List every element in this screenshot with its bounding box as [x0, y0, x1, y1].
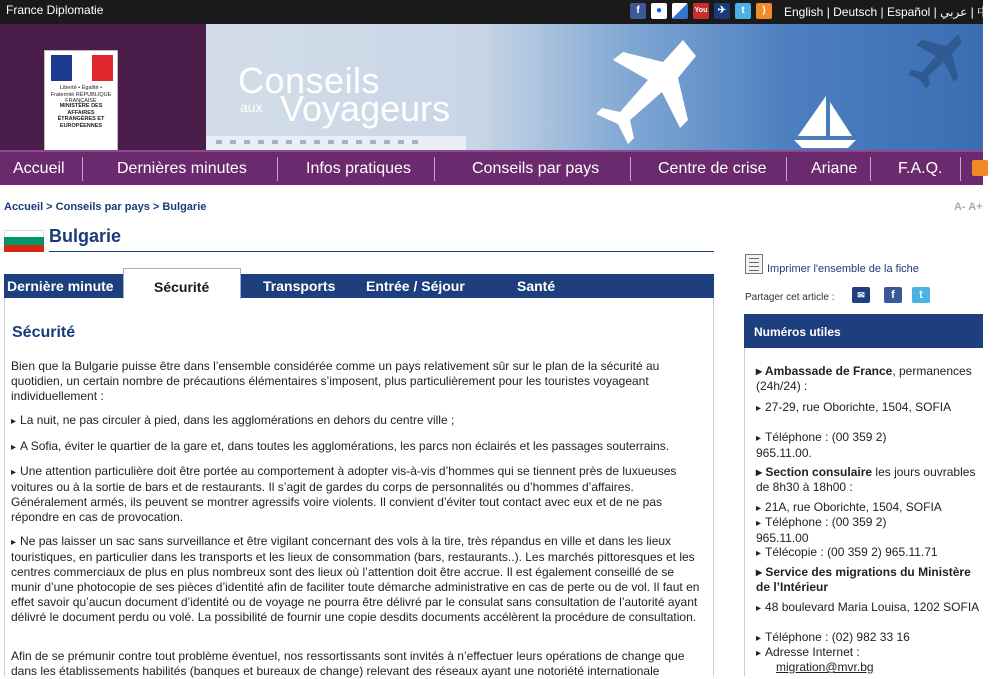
language-selector[interactable]: English | Deutsch | Español | عربي | 中文 [784, 5, 1001, 19]
tab-securite-label: Sécurité [154, 279, 210, 295]
nav-separator [434, 157, 435, 181]
migrations-email-link[interactable]: migration@mvr.bg [776, 660, 874, 674]
ambassade-address: ▸ 27-29, rue Oborichte, 1504, SOFIA [756, 400, 981, 416]
sailboat-icon [790, 92, 860, 150]
ambassade-phone: ▸ Téléphone : (00 359 2) 965.11.00. [756, 430, 906, 461]
tab-sante[interactable]: Santé [517, 278, 556, 294]
banner-title-conseils: Conseils [238, 60, 381, 101]
paragraph-bullet: ▸ A Sofia, éviter le quartier de la gare et, dans toutes les agglomérations, les parcs non éclairés et les passages souterrains. [11, 439, 707, 455]
consulaire-fax: ▸ Télécopie : (00 359 2) 965.11.71 [756, 545, 981, 561]
header-banner [0, 24, 983, 150]
tab-bar [4, 274, 714, 298]
site-brand-link[interactable]: France Diplomatie [6, 3, 104, 17]
tab-transports[interactable]: Transports [263, 278, 336, 294]
small-airplane-icon [896, 30, 966, 90]
consulaire-hours: les jours ouvrables de 8h30 à 18h00 : [756, 465, 976, 494]
print-icon[interactable] [745, 254, 763, 274]
paragraph-intro: Bien que la Bulgarie puisse être dans l’ensemble considérée comme un pays relativement sûr sur le plan de la sécurité au quotidien, un certain nombre de précautions élémentaires s’imposent, plus particulièrement pour les touristes voyageant individuellement : [11, 359, 660, 403]
nav-separator [786, 157, 787, 181]
consulaire-title: Section consulaire [765, 465, 873, 479]
email-share-icon[interactable]: ✉ [852, 287, 870, 303]
print-link[interactable]: Imprimer l'ensemble de la fiche [767, 263, 919, 275]
share-label: Partager cet article : [745, 292, 835, 303]
title-underline [49, 251, 714, 252]
consulaire-phone: ▸ Téléphone : (00 359 2) 965.11.00 [756, 515, 906, 546]
banner-title-aux: aux [240, 99, 263, 115]
paragraph-bullet: ▸ Une attention particulière doit être portée au comportement à adopter vis-à-vis d’hommes qui se tiennent près de luxueuses voitures ou à la sortie de bars et de restaurants. Il s’agit de gardes du corps de personnalités ou d’hommes d’affaires. Généralement armés, ils peuvent se montrer agressifs voire violents. Il convient d’éviter tout contact avec eux et de ne pas répondre en cas de provocation. [11, 464, 707, 525]
nav-separator [82, 157, 83, 181]
numeros-utiles-panel [744, 348, 983, 676]
nav-item-ariane[interactable]: Ariane [811, 160, 858, 177]
section-heading: Sécurité [12, 324, 76, 341]
nav-item-conseils-par-pays[interactable]: Conseils par pays [472, 160, 600, 177]
ambassade-entry: ▸ Ambassade de France, permanences (24h/24) : [756, 364, 972, 393]
rss-icon[interactable]: ) [756, 3, 772, 19]
nav-item-dernieres-minutes[interactable]: Dernières minutes [117, 160, 247, 177]
paragraph-bullet: ▸ La nuit, ne pas circuler à pied, dans les agglomérations en dehors du centre ville ; [11, 413, 707, 429]
nav-separator [960, 157, 961, 181]
nav-rss-icon[interactable] [972, 160, 988, 176]
migrations-address: ▸ 48 boulevard Maria Louisa, 1202 SOFIA [756, 600, 981, 616]
bulgaria-flag-icon [4, 230, 44, 252]
main-content [4, 298, 714, 676]
migrations-title: ▸ Service des migrations du Ministère de l’Intérieur [756, 565, 971, 594]
paragraph-exchange: Afin de se prémunir contre tout problème éventuel, nos ressortissants sont invités à n’effectuer leurs opérations de change que dans les établissements habilités (banques et bureaux de change) relevant des réseaux ayant une notoriété internationale [11, 649, 685, 678]
consulaire-entry: ▸ Section consulaire les jours ouvrables de 8h30 à 18h00 : [756, 465, 976, 494]
flickr-icon[interactable]: ● [651, 3, 667, 19]
ministry-logo[interactable] [44, 50, 118, 152]
numeros-utiles-header: Numéros utiles [744, 314, 983, 348]
paragraph-bullet: ▸ Ne pas laisser un sac sans surveillance et être vigilant concernant des vols à la tire, très répandus en ville et dans les lieux touristiques, en particulier dans les transports et les lieux de consommation (bars, restaurants..). Les marchés pittoresques et les centres commerciaux de plus en plus nombreux sont des lieux où l’attention doit être accrue. Il est également conseillé de se munir d’une photocopie de ses pièces d’identité afin de faciliter toute démarche administrative en cas de perte ou de vol. Il faut en effet savoir qu’aucun document d’identité ou de voyage ne pourra être délivré par le consulat sans consultation de l’autorité ayant délivré le document perdu ou volé. La possibilité de fournir une copie desdits documents accélèrent la procédure de consultation. [11, 534, 707, 625]
migrations-phone: ▸ Téléphone : (02) 982 33 16 [756, 630, 981, 646]
dailymotion-icon[interactable]: ✈ [714, 3, 730, 19]
airplane-icon [568, 32, 698, 152]
tab-derniere-minute[interactable]: Dernière minute [7, 278, 114, 294]
facebook-share-icon[interactable]: f [884, 287, 902, 303]
french-flag-emblem [51, 55, 113, 81]
top-bar [0, 0, 1001, 24]
twitter-icon[interactable]: t [735, 3, 751, 19]
nav-item-centre-de-crise[interactable]: Centre de crise [658, 160, 767, 177]
font-size-controls[interactable]: A- A+ [954, 201, 983, 213]
ambassade-hours: , permanences (24h/24) : [756, 364, 972, 393]
facebook-icon[interactable]: f [630, 3, 646, 19]
logo-republic-text: Liberté • Égalité • Fraternité RÉPUBLIQUE FRANÇAISE [50, 85, 112, 104]
migrations-email-label: ▸ Adresse Internet : [756, 645, 981, 661]
social-icons [630, 3, 772, 19]
nav-item-accueil[interactable]: Accueil [13, 160, 65, 177]
nav-separator [870, 157, 871, 181]
runway-graphic [206, 132, 466, 150]
nav-item-faq[interactable]: F.A.Q. [898, 160, 943, 177]
nav-separator [630, 157, 631, 181]
tab-securite[interactable] [123, 268, 241, 299]
breadcrumb[interactable]: Accueil > Conseils par pays > Bulgarie [4, 201, 207, 213]
tab-entree-sejour[interactable]: Entrée / Séjour [366, 278, 465, 294]
main-nav [0, 150, 983, 185]
logo-ministry-text: MINISTÈRE DES AFFAIRES ÉTRANGÈRES ET EUROPÉENNES [57, 103, 105, 129]
twitter-share-icon[interactable]: t [912, 287, 930, 303]
delicious-icon[interactable] [672, 3, 688, 19]
youtube-icon[interactable]: You [693, 3, 709, 19]
nav-separator [277, 157, 278, 181]
consulaire-address: ▸ 21A, rue Oborichte, 1504, SOFIA [756, 500, 981, 516]
nav-item-infos-pratiques[interactable]: Infos pratiques [306, 160, 411, 177]
page-title: Bulgarie [49, 226, 122, 246]
ambassade-title: Ambassade de France [764, 364, 893, 378]
banner-title-voyageurs: Voyageurs [280, 88, 451, 129]
